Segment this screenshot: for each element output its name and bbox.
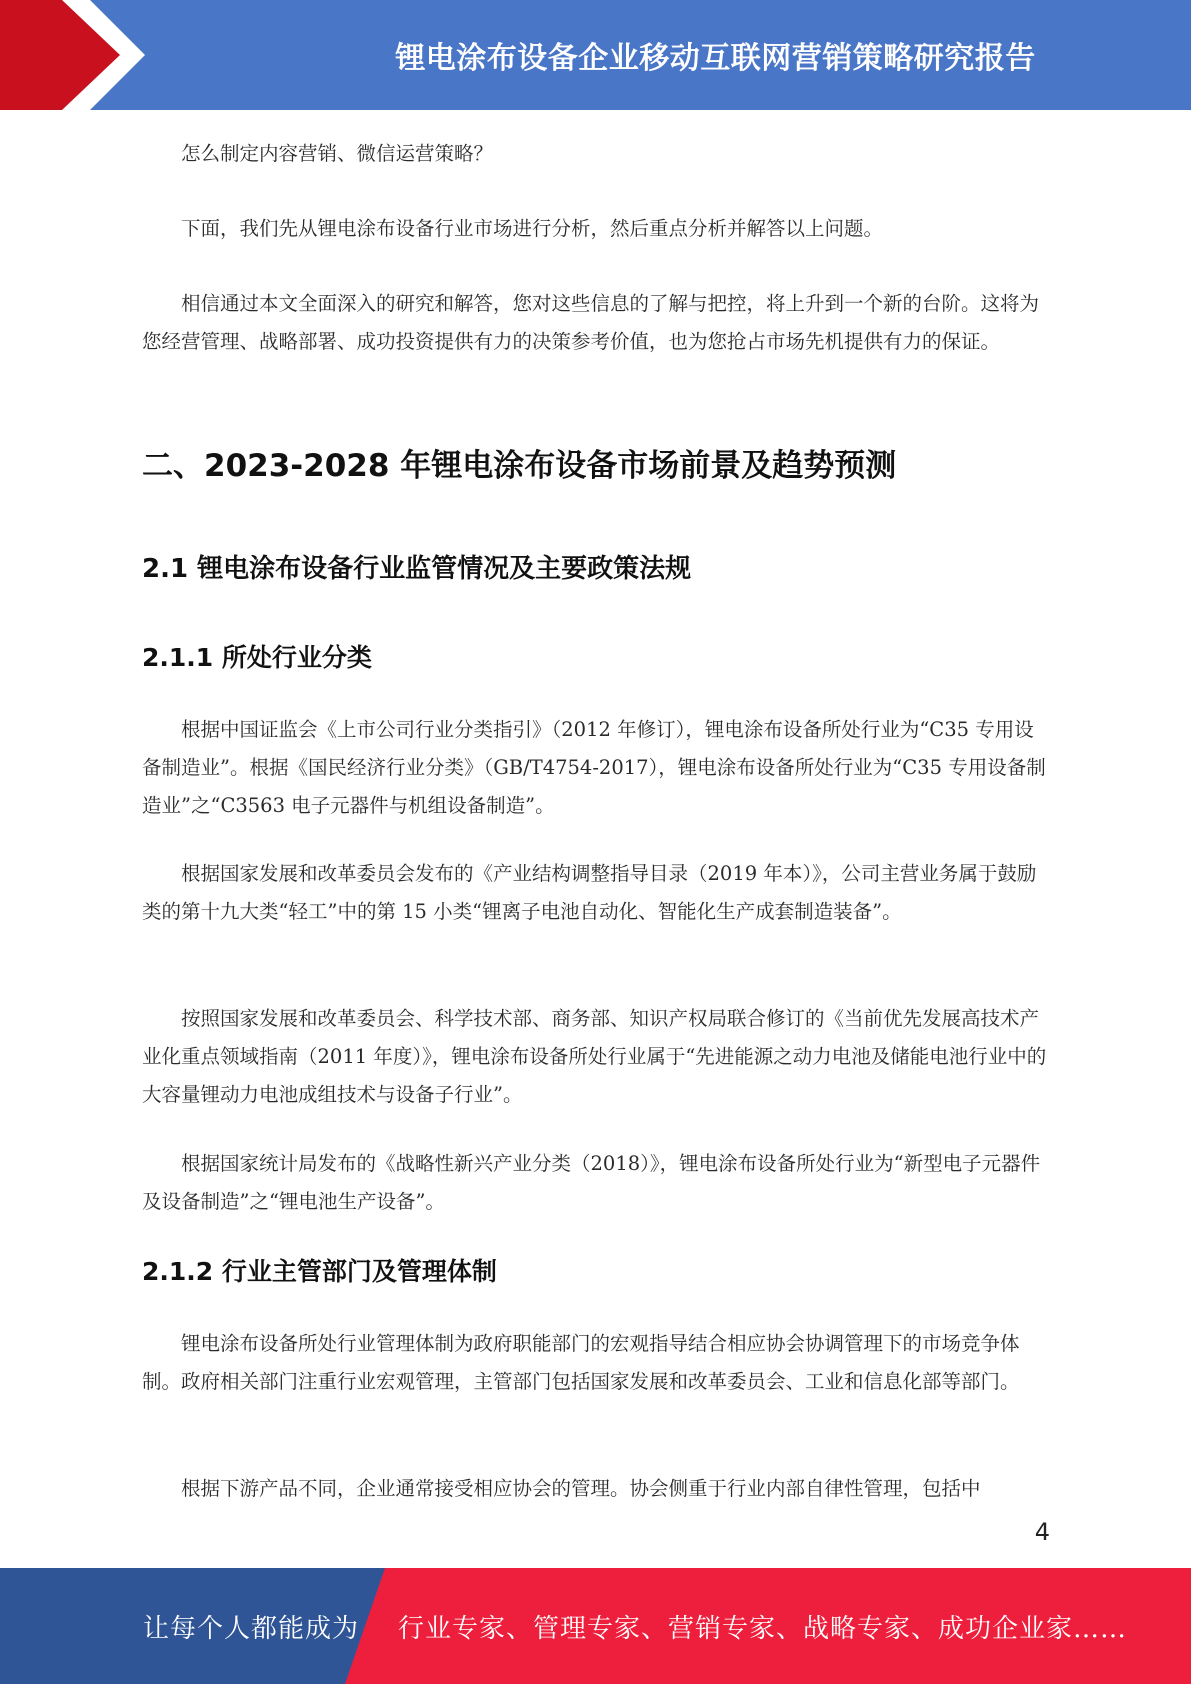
subsubsection-heading-industry-classification: 2.1.1 所处行业分类: [142, 643, 372, 672]
paragraph-6: 按照国家发展和改革委员会、科学技术部、商务部、知识产权局联合修订的《当前优先发展高技术产业化重点领域指南（2011 年度）》，锂电涂布设备所处行业属于“先进能源之动力电池及储能电池行业中的大容量锂动力电池成组技术与设备子行业”。: [142, 1007, 1047, 1106]
section-heading: 二、2023-2028 年锂电涂布设备市场前景及趋势预测: [142, 448, 897, 484]
paragraph-1: 怎么制定内容营销、微信运营策略？: [181, 142, 494, 165]
header-title: 锂电涂布设备企业移动互联网营销策略研究报告: [395, 41, 1036, 76]
paragraph-3: 相信通过本文全面深入的研究和解答，您对这些信息的了解与把控，将上升到一个新的台阶。这将为您经营管理、战略部署、成功投资提供有力的决策参考价值，也为您抢占市场先机提供有力的保证。: [142, 292, 1040, 353]
subsubsection-heading-management-system: 2.1.2 行业主管部门及管理体制: [142, 1257, 497, 1286]
page-header: [0, 0, 1191, 110]
paragraph-4: 根据中国证监会《上市公司行业分类指引》（2012 年修订），锂电涂布设备所处行业为“C35 专用设备制造业”。根据《国民经济行业分类》（GB/T4754-2017），锂电涂布设备所处行业为“C35 专用设备制造业”之“C3563 电子元器件与机组设备制造”。: [142, 718, 1046, 817]
paragraph-8: 锂电涂布设备所处行业管理体制为政府职能部门的宏观指导结合相应协会协调管理下的市场竞争体制。政府相关部门注重行业宏观管理，主管部门包括国家发展和改革委员会、工业和信息化部等部门。: [142, 1332, 1020, 1393]
paragraph-9: 根据下游产品不同，企业通常接受相应协会的管理。协会侧重于行业内部自律性管理，包括中: [181, 1477, 981, 1500]
paragraph-5: 根据国家发展和改革委员会发布的《产业结构调整指导目录（2019 年本）》，公司主营业务属于鼓励类的第十九大类“轻工”中的第 15 小类“锂离子电池自动化、智能化生产成套制造装备”。: [142, 862, 1037, 923]
paragraph-2: 下面，我们先从锂电涂布设备行业市场进行分析，然后重点分析并解答以上问题。: [181, 217, 884, 240]
header-chevron-icon: [0, 0, 160, 110]
subsection-heading: 2.1 锂电涂布设备行业监管情况及主要政策法规: [142, 554, 692, 584]
paragraph-7: 根据国家统计局发布的《战略性新兴产业分类（2018）》，锂电涂布设备所处行业为“新型电子元器件及设备制造”之“锂电池生产设备”。: [142, 1152, 1041, 1213]
page-footer: [0, 1568, 1191, 1684]
page-number: 4: [1034, 1518, 1050, 1546]
footer-slogan-right: 行业专家、管理专家、营销专家、战略专家、成功企业家……: [398, 1613, 1128, 1644]
footer-slogan-left: 让每个人都能成为: [143, 1613, 360, 1644]
